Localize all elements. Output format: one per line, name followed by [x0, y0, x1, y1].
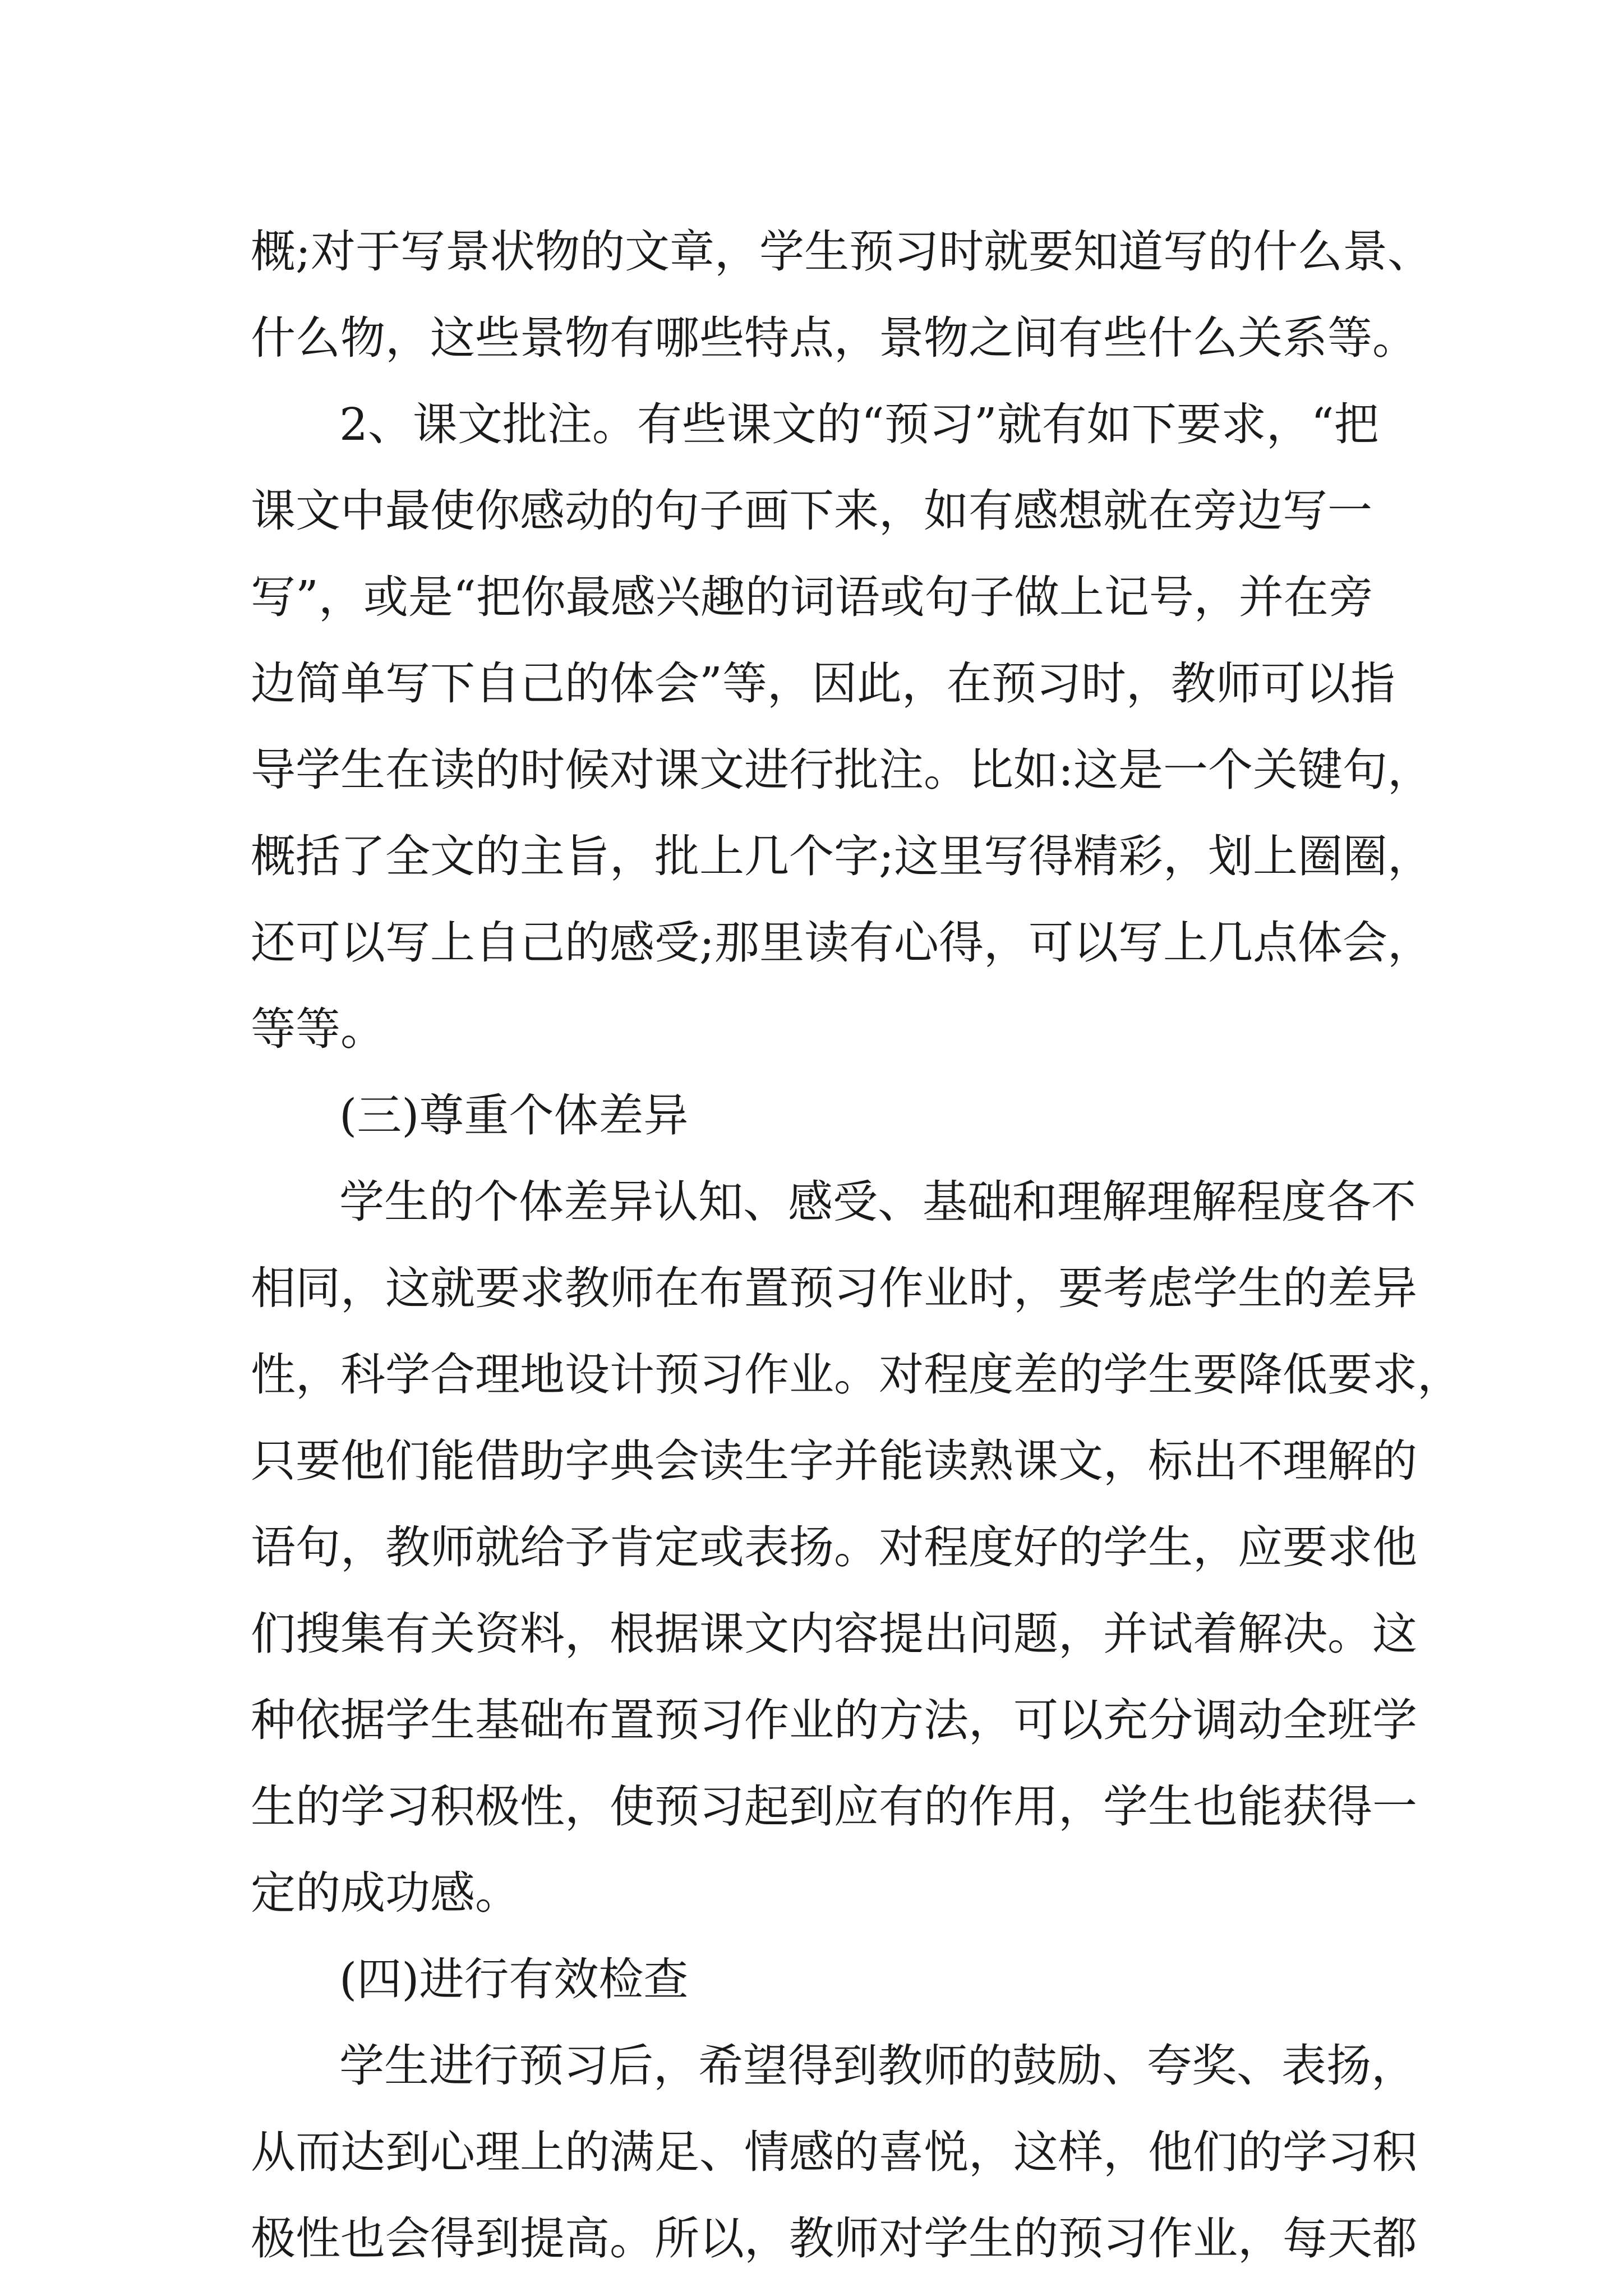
text-line: 性，科学合理地设计预习作业。对程度差的学生要降低要求，: [251, 1349, 1462, 1401]
text-line: 边简单写下自己的体会”等，因此，在预习时，教师可以指: [251, 657, 1395, 710]
text-line: 什么物，这些景物有哪些特点，景物之间有些什么关系等。: [251, 312, 1417, 364]
text-line: 定的成功感。: [251, 1867, 520, 1919]
text-line: 学生进行预习后，希望得到教师的鼓励、夸奖、表扬，: [339, 2040, 1416, 2092]
text-line: 等等。: [251, 1003, 385, 1055]
text-line: 从而达到心理上的满足、情感的喜悦，这样，他们的学习积: [251, 2126, 1417, 2178]
text-line: 们搜集有关资料，根据课文内容提出问题，并试着解决。这: [251, 1608, 1417, 1660]
text-line: 概括了全文的主旨，批上几个字;这里写得精彩，划上圈圈，: [251, 830, 1432, 882]
text-line: 导学生在读的时候对课文进行批注。比如:这是一个关键句，: [251, 744, 1432, 796]
document-body: [251, 209, 1462, 2282]
text-line: 学生的个体差异认知、感受、基础和理解理解程度各不: [339, 1176, 1416, 1228]
text-line: 种依据学生基础布置预习作业的方法，可以充分调动全班学: [251, 1694, 1417, 1746]
text-line: 概;对于写景状物的文章，学生预习时就要知道写的什么景、: [251, 226, 1432, 278]
text-line: 写”，或是“把你最感兴趣的词语或句子做上记号，并在旁: [251, 571, 1373, 623]
text-line: (四)进行有效检查: [339, 1953, 689, 2005]
text-line: 语句，教师就给予肯定或表扬。对程度好的学生，应要求他: [251, 1521, 1417, 1573]
document-page: [251, 209, 1462, 2282]
text-line: 2、课文批注。有些课文的“预习”就有如下要求，“把: [339, 398, 1379, 450]
text-line: 只要他们能借助字典会读生字并能读熟课文，标出不理解的: [251, 1435, 1417, 1487]
text-line: 课文中最使你感动的句子画下来，如有感想就在旁边写一: [251, 485, 1372, 537]
text-line: 极性也会得到提高。所以，教师对学生的预习作业，每天都: [251, 2212, 1417, 2265]
text-line: 还可以写上自己的感受;那里读有心得，可以写上几点体会，: [251, 917, 1432, 969]
text-line: 生的学习积极性，使预习起到应有的作用，学生也能获得一: [251, 1780, 1417, 1833]
text-line: 相同，这就要求教师在布置预习作业时，要考虑学生的差异: [251, 1262, 1417, 1314]
text-line: (三)尊重个体差异: [339, 1089, 689, 1142]
